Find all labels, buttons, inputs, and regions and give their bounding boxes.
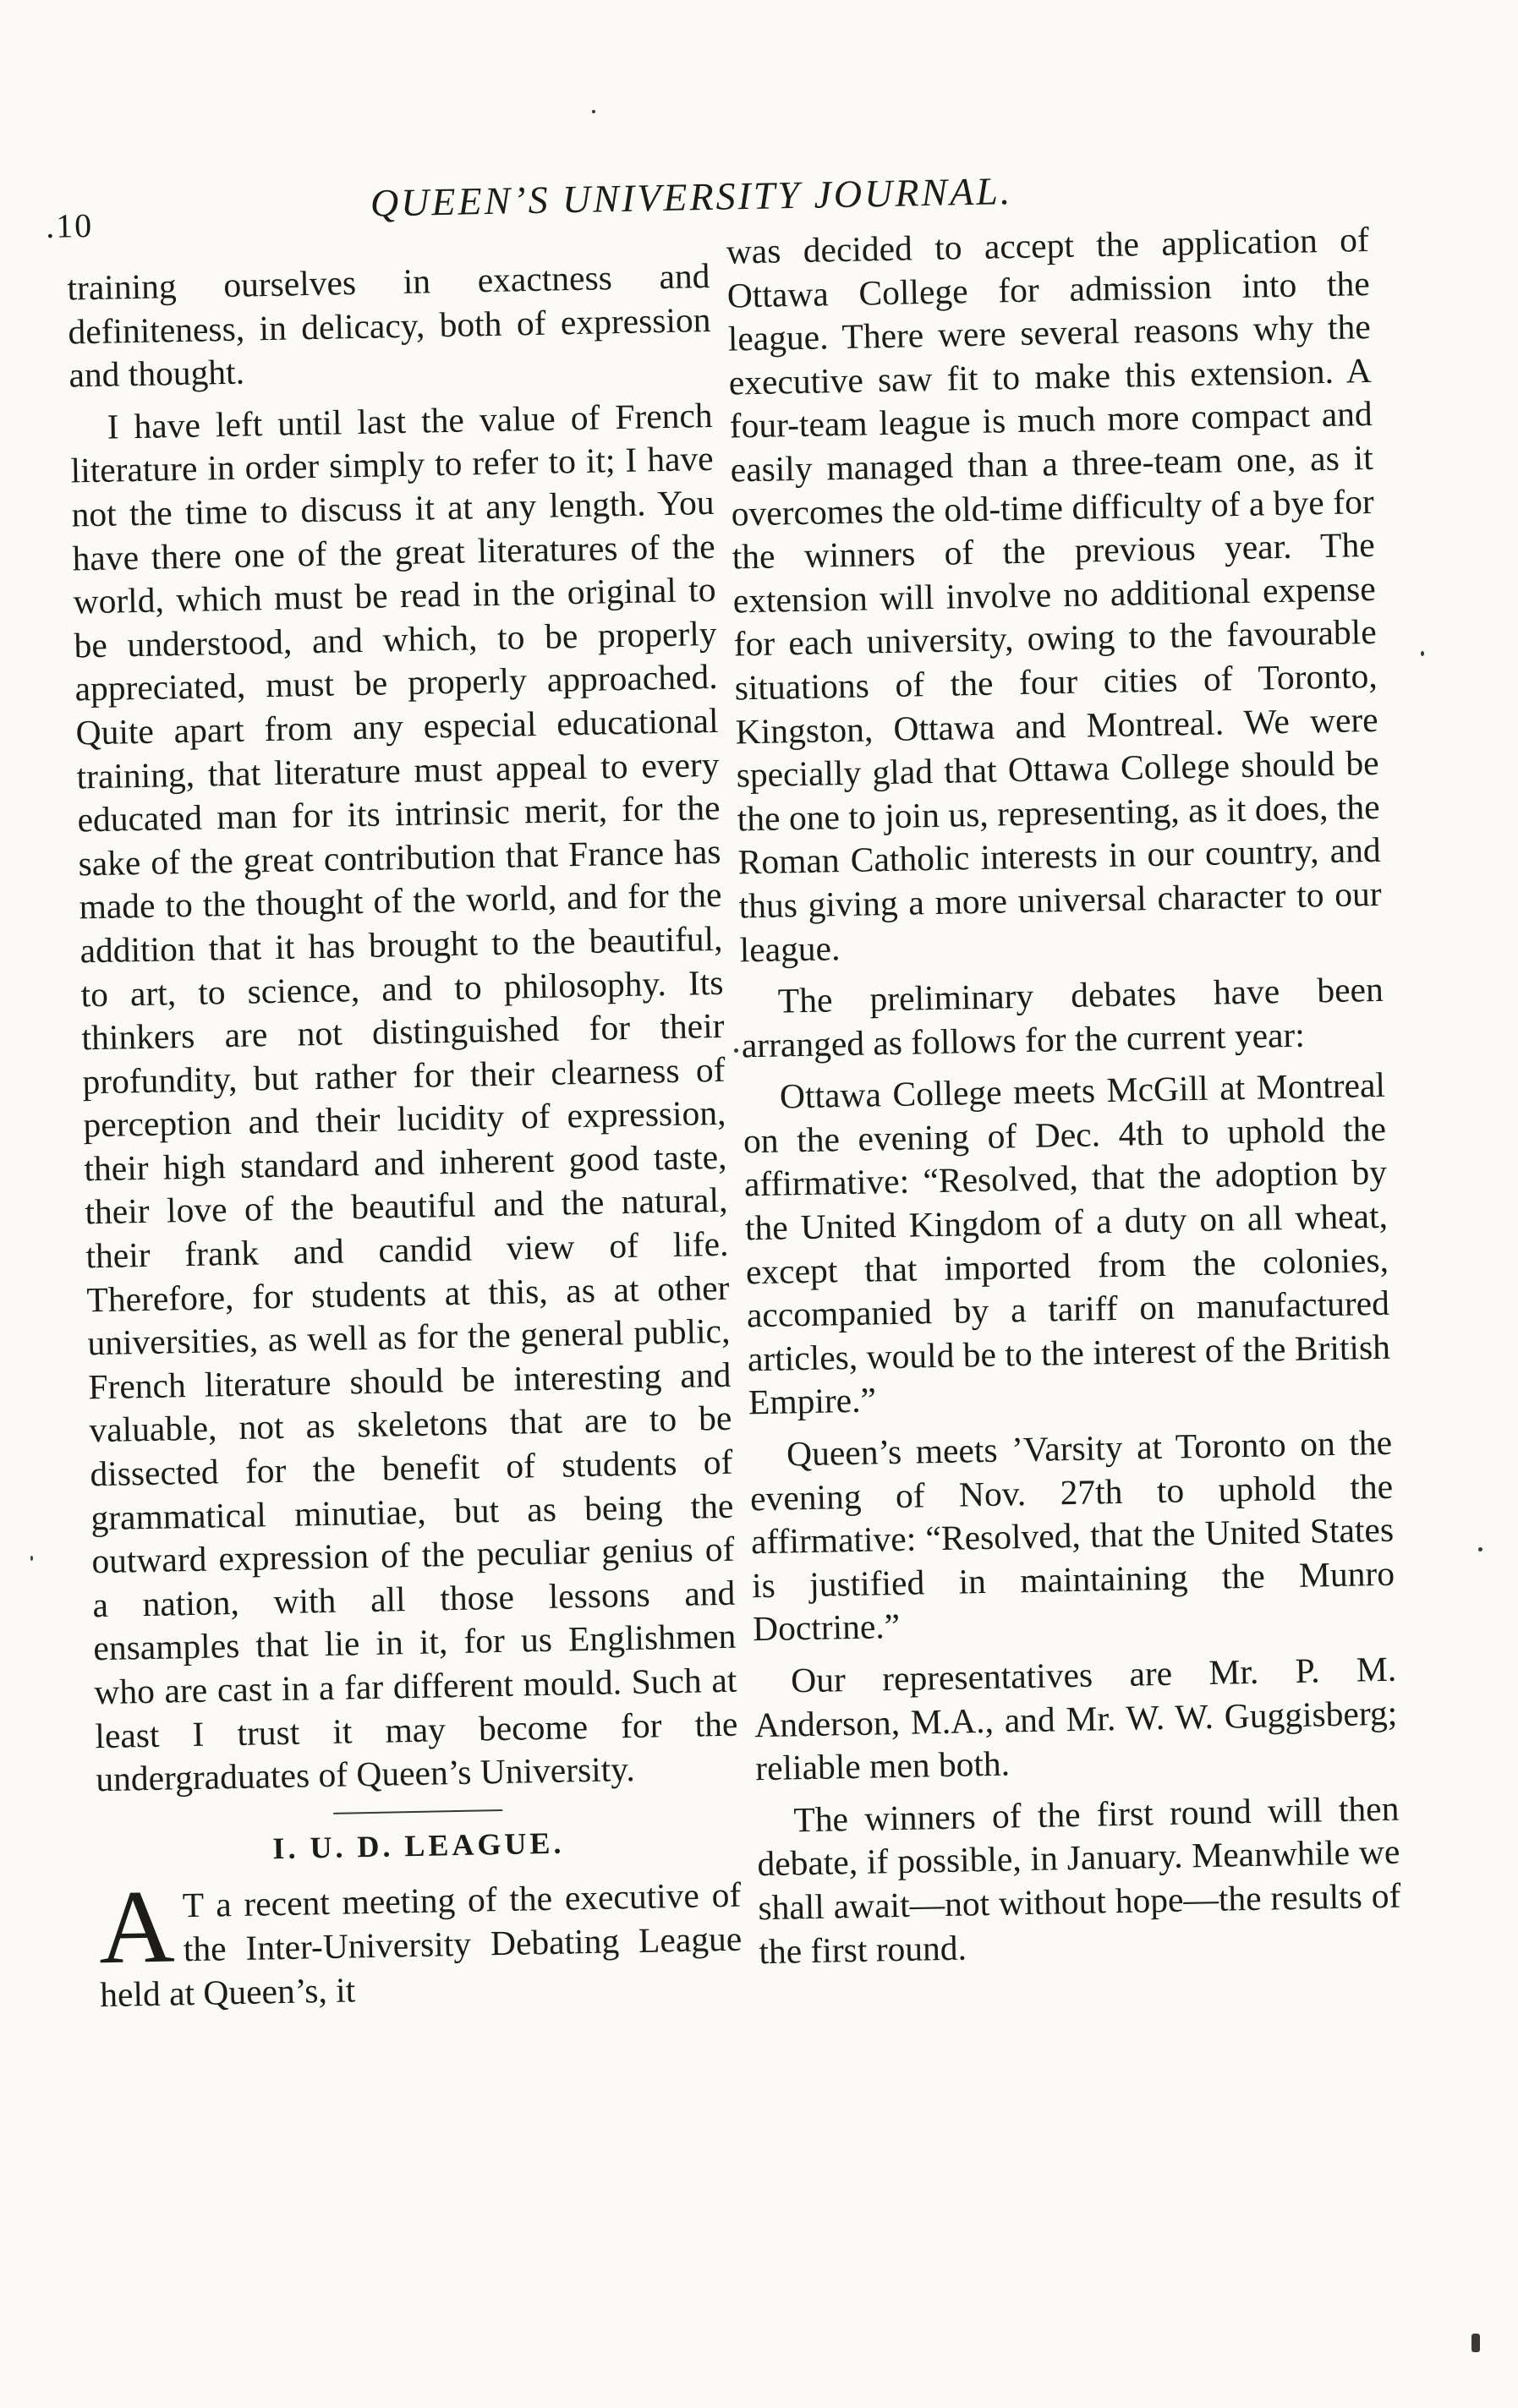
running-title: QUEEN’S UNIVERSITY JOURNAL. <box>370 169 1013 225</box>
dropcap-paragraph-text: T a recent meeting of the executive of the Inter-University Debating League held at Queen’s, it <box>99 1874 743 2014</box>
paragraph: I have left until last the value of French literature in order simply to refer to it; I have not the time to discuss it at any length. You have there one of the great literatures of the world, which must be read in the original to be understood, and which, to be properly appreciated, must be properly approached. Quite apart from any especial educational training, that literature must appeal to every educated man for its intrinsic merit, for the sake of the great contribution that France has made to the thought of the world, and for the addition that it has brought to the beautiful, to art, to science, and to philosophy. Its thinkers are not distinguished for their profundity, but rather for their clearness of perception and their lucidity of expression, their high standard and inherent good taste, their love of the beautiful and the natural, their frank and candid view of life. Therefore, for students at this, as at other universities, as well as for the general public, French literature should be interesting and valuable, not as skeletons that are to be dissected for the benefit of students of grammatical minutiae, but as being the outward expression of the peculiar genius of a nation, with all those lessons and ensamples that lie in it, for us Englishmen who are cast in a far different mould. Such at least I trust it may become for the undergraduates of Queen’s University. <box>70 395 738 1799</box>
paper-speck <box>734 1048 738 1053</box>
paragraph: The preliminary debates have been arranged as follows for the current year: <box>741 969 1384 1065</box>
left-column <box>67 254 743 2017</box>
paragraph: Our representatives are Mr. P. M. Anderson, M.A., and Mr. W. W. Guggisberg; reliable men both. <box>754 1649 1398 1788</box>
paper-speck <box>1478 1547 1482 1552</box>
section-divider <box>333 1809 502 1814</box>
right-column <box>726 218 1401 1973</box>
dropcap-paragraph <box>97 1868 743 2017</box>
paragraph: Queen’s meets ’Varsity at Toronto on the evening of Nov. 27th to uphold the affirmative: “Resolved, that the United States is justified in maintaining the Munro Doctrine.” <box>749 1422 1395 1649</box>
dropcap-letter: A <box>97 1868 176 1986</box>
page-number: .10 <box>45 205 94 246</box>
paragraph: The winners of the first round will then debate, if possible, in January. Meanwhile we shall await—not without hope—the results of the first round. <box>757 1788 1401 1971</box>
paragraph: was decided to accept the application of Ottawa College for admission into the league. There were several reasons why the executive saw fit to make this extension. A four-team league is much more compact and easily managed than a three-team one, as it overcomes the old-time difficulty of a bye for the winners of the previous year. The extension will involve no additional expense for each university, owing to the favourable situations of the four cities of Toronto, Kingston, Ottawa and Montreal. We were specially glad that Ottawa College should be the one to join us, representing, as it does, the Roman Catholic interests in our country, and thus giving a more universal character to our league. <box>726 220 1382 969</box>
paper-speck <box>1471 2334 1480 2352</box>
paragraph: training ourselves in exactness and definiteness, in delicacy, both of expression and thought. <box>67 255 711 395</box>
section-title: I. U. D. LEAGUE. <box>272 1825 565 1866</box>
paper-speck <box>592 110 595 113</box>
paper-speck <box>1421 651 1424 656</box>
paragraph: Ottawa College meets McGill at Montreal on the evening of Dec. 4th to uphold the affirmative: “Resolved, that the adoption by the United Kingdom of a duty on all wheat, except that imported from the colonies, accompanied by a tariff on manufactured articles, would be to the interest of the British Empire.” <box>743 1065 1391 1422</box>
paper-speck <box>30 1556 33 1561</box>
